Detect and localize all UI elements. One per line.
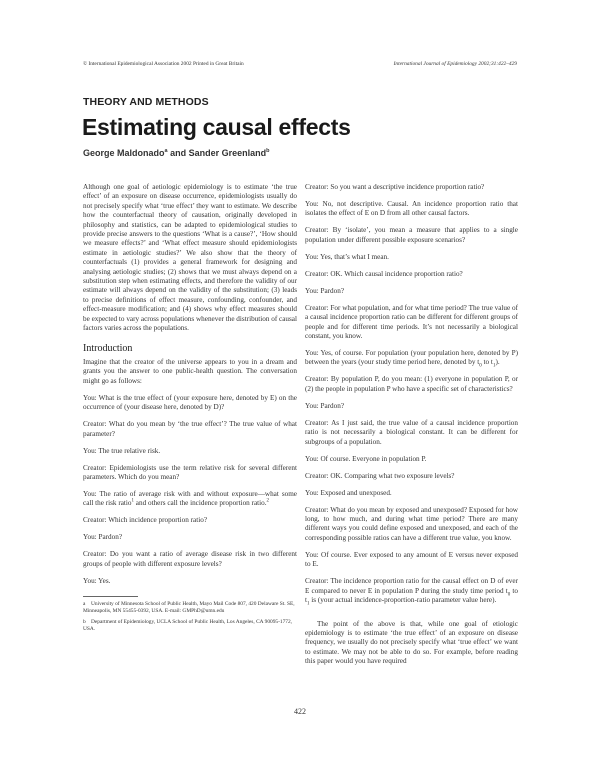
dialogue-line: Creator: As I just said, the true value of a causal incidence proportion ratio is not necessarily a biological constant. It can be different for subgroups of a population.	[305, 418, 518, 446]
author-1[interactable]: George Maldonado	[83, 148, 165, 158]
dialogue-text: ).	[495, 358, 500, 367]
footnote-mark: b	[83, 619, 86, 626]
page-number: 422	[294, 707, 306, 716]
citation-1[interactable]: 1	[131, 498, 134, 504]
dialogue-text-tail: and others call the incidence proportion ratio.	[134, 499, 267, 508]
dialogue-line: Creator: Epidemiologists use the term relative risk for several different parameters. Which do you mean?	[83, 463, 297, 481]
dialogue-line: Creator: Which incidence proportion ratio?	[83, 516, 208, 525]
dialogue-line: Creator: What do you mean by ‘the true effect’? The true value of what parameter?	[83, 420, 297, 438]
dialogue-line: Creator: OK. Comparing what two exposure levels?	[305, 471, 455, 480]
article-title: Estimating causal effects	[82, 114, 351, 140]
dialogue-line: You: Of course. Ever exposed to any amount of E versus never exposed to E.	[305, 550, 518, 569]
dialogue-line: You: Exposed and unexposed.	[305, 488, 392, 497]
affiliation-mark-b: b	[266, 148, 270, 154]
footnote-a	[83, 601, 297, 615]
section-label: THEORY AND METHODS	[83, 96, 209, 108]
dialogue-line: You: The true relative risk.	[83, 446, 161, 455]
dialogue-line: You: No, not descriptive. Causal. An incidence proportion ratio that isolates the effect of E on D from all other causal factors.	[305, 200, 518, 218]
footnote-b	[83, 619, 297, 633]
author-line	[83, 148, 269, 158]
dialogue-line	[83, 490, 297, 509]
introduction-heading: Introduction	[83, 342, 133, 354]
dialogue-line: You: Pardon?	[305, 286, 345, 295]
subscript: 0	[507, 592, 511, 598]
abstract: Although one goal of aetiologic epidemiology is to estimate ‘the true effect’ of an exposure on disease occurrence, epidemiologists usually do not precisely specify what ‘true effect’ they want to estimate. We describe how the counterfactual theory of causation, originally developed in philosophy and statistics, can be adapted to epidemiological studies to provide precise answers to the questions ‘What is a cause?’, ‘How should we measure effects?’ and ‘What effect measure should epidemiologists estimate in aetiologic studies?’ We also show that the theory of counterfactuals (1) provides a general framework for designing and analysing aetiologic studies; (2) shows that we must always depend on a substitution step when estimating effects, and therefore the validity of our estimate will always depend on the validity of the substitution; (3) leads to precise definitions of effect measure, confounding, confounder, and effect-measure modification; and (4) shows why effect measures should be expected to vary across populations whenever the distribution of causal factors varies across the populations.	[83, 183, 297, 333]
journal-citation: International Journal of Epidemiology 2002;31:422–429	[393, 61, 517, 67]
right-column	[305, 183, 518, 674]
left-column	[83, 183, 297, 637]
dialogue-line: You: Pardon?	[305, 401, 345, 410]
dialogue-line: Creator: For what population, and for what time period? The true value of a causal incidence proportion ratio can be different for different groups of people and for different time periods. It’s not necessarily a biological constant, you know.	[305, 303, 518, 341]
dialogue-line	[305, 577, 518, 605]
author-2[interactable]: and Sander Greenland	[167, 148, 267, 158]
dialogue-line: You: What is the true effect of (your exposure here, denoted by E) on the occurrence of (your disease here, denoted by D)?	[83, 393, 297, 412]
subscript: 1	[492, 363, 496, 369]
dialogue-text: Creator: The incidence proportion ratio for the causal effect on D of ever E compared to never E in population P during the study time period t	[305, 577, 518, 595]
dialogue-line: Creator: What do you mean by exposed and unexposed? Exposed for how long, to how much, and during what time period? There are many different ways you could define exposed and unexposed, and each of the corresponding possible ratios can have a different true value, you know.	[305, 505, 518, 542]
dialogue-line: You: Of course. Everyone in population P.	[305, 454, 427, 463]
dialogue-line: Creator: So you want a descriptive incidence proportion ratio?	[305, 183, 485, 191]
dialogue-line: Creator: OK. Which causal incidence proportion ratio?	[305, 269, 463, 278]
affiliation-mark-a: a	[164, 148, 168, 154]
footnote-mark: a	[83, 601, 86, 608]
subscript: 0	[479, 363, 482, 369]
dialogue-text: to t	[305, 586, 518, 605]
closing-paragraph: The point of the above is that, while one goal of etiologic epidemiology is to estimate ‘the true effect’ of an exposure on disease frequency, we usually do not precisely specify what ‘true effect’ we want to estimate. We may not be able to do so. For example, before reading this paper would you have required	[305, 619, 518, 666]
dialogue-line: Creator: By ‘isolate’, you mean a measure that applies to a single population under different possible exposure scenarios?	[305, 226, 518, 244]
dialogue-text: You: The ratio of average risk with and without exposure—what some call the risk ratio	[83, 489, 297, 508]
dialogue-line: You: Yes.	[83, 576, 111, 585]
journal-copyright: © International Epidemiological Association 2002 Printed in Great Britain	[83, 61, 244, 67]
dialogue-line: Creator: By population P, do you mean: (1) everyone in population P, or (2) the people in population P who have a specific set of characteristics?	[305, 375, 518, 393]
subscript: 1	[307, 601, 310, 607]
footnote-text: Department of Epidemiology, UCLA School of Public Health, Los Angeles, CA 90095-1772, USA.	[83, 619, 293, 633]
dialogue-text: You: Yes, of course. For population (your population here, denoted by P) between the years (your study time period here, denoted by t	[305, 349, 518, 367]
footnote-divider	[83, 596, 138, 597]
dialogue-text: to t	[481, 358, 493, 367]
citation-2[interactable]: 2	[266, 498, 270, 504]
dialogue-line	[305, 349, 518, 368]
dialogue-line: You: Yes, that’s what I mean.	[305, 252, 389, 261]
intro-paragraph: Imagine that the creator of the universe appears to you in a dream and grants you the answer to one public-health question. The conversation might go as follows:	[83, 357, 297, 385]
dialogue-text: is (your actual incidence-proportion-ratio parameter value here).	[309, 596, 497, 605]
dialogue-line: You: Pardon?	[83, 533, 123, 542]
dialogue-line: Creator: Do you want a ratio of average disease risk in two different groups of people with different exposure levels?	[83, 550, 297, 568]
footnote-text: University of Minnesota School of Public Health, Mayo Mail Code 807, 420 Delaware St. SE, Minneapolis, MN 55455-0392, USA. E-mail: GMPhD@umn.edu	[83, 601, 295, 615]
